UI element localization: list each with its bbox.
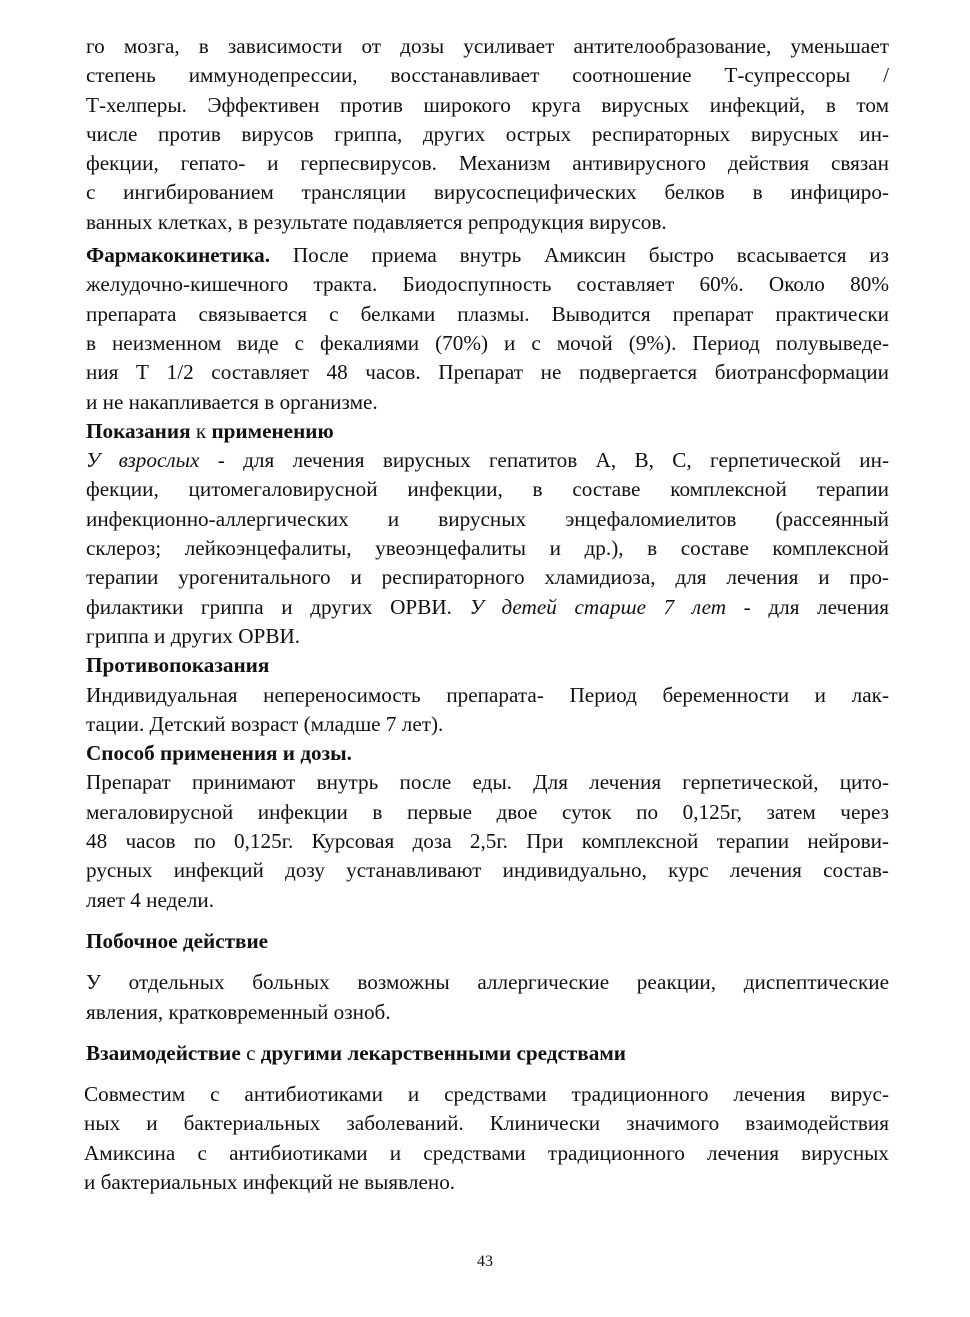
text-line: желудочно-кишечного тракта. Биодоспупность составляет 60%. Около 80%: [86, 272, 889, 297]
heading-part: с: [240, 1040, 261, 1065]
text-line: гриппа и других ОРВИ.: [86, 623, 301, 648]
text-line: фекции, гепато- и герпесвирусов. Механизм антивирусного действия связан: [86, 151, 889, 176]
children-label: У детей старше 7 лет: [469, 594, 727, 619]
text-line: 48 часов по 0,125г. Курсовая доза 2,5г. При комплексной терапии нейрови-: [86, 829, 889, 854]
section-heading-pharmacokinetics: Фармакокинетика.: [86, 243, 271, 268]
heading-part: к: [190, 418, 212, 443]
interactions-section: [86, 1039, 889, 1197]
heading-part: Взаимодействие: [86, 1040, 241, 1065]
text-line: мегаловирусной инфекции в первые двое суток по 0,125г, затем через: [86, 799, 889, 824]
intro-paragraph: [86, 32, 889, 237]
pharmacokinetics-section: [86, 241, 889, 417]
document-page: [86, 32, 889, 1197]
text-line: Препарат принимают внутрь после еды. Для лечения герпетической, цито-: [86, 770, 889, 795]
text-line: тации. Детский возраст (младше 7 лет).: [86, 711, 444, 736]
text-line: и не накапливается в организме.: [86, 389, 378, 414]
section-heading-dosage: Способ применения и дозы.: [86, 741, 352, 766]
text-line: Совместим с антибиотиками и средствами традиционного лечения вирус-: [84, 1082, 889, 1107]
contraindications-section: [86, 651, 889, 739]
text-line: [86, 593, 889, 622]
text-line: ния Т 1/2 составляет 48 часов. Препарат не подвергается биотрансформации: [86, 360, 889, 385]
heading-part: Показания: [86, 418, 191, 443]
text-line: терапии урогенитального и респираторного хламидиоза, для лечения и про-: [86, 565, 889, 590]
text-line: инфекционно-аллергических и вирусных энцефаломиелитов (рассеянный: [86, 506, 889, 531]
text-fragment: филактики гриппа и других ОРВИ.: [86, 594, 470, 619]
text-line: [86, 241, 889, 270]
text-line: степень иммунодепрессии, восстанавливает соотношение Т-супрессоры /: [86, 63, 889, 88]
text-line: ляет 4 недели.: [86, 887, 215, 912]
section-heading-indications: [86, 417, 889, 446]
heading-part: другими лекарственными средствами: [260, 1040, 626, 1065]
text-line: го мозга, в зависимости от дозы усиливает антителообразование, уменьшает: [86, 34, 889, 58]
text-fragment: После приема внутрь Амиксин быстро всасывается из: [270, 243, 889, 268]
section-heading-interactions: [86, 1039, 889, 1068]
section-heading-side-effects: Побочное действие: [86, 928, 269, 953]
text-line: Т-хелперы. Эффективен против широкого круга вирусных инфекций, в том: [86, 92, 889, 117]
side-effects-section: [86, 927, 889, 1027]
text-fragment: - для лечения: [726, 594, 889, 619]
text-line: У отдельных больных возможны аллергические реакции, диспептические: [86, 970, 889, 995]
text-line: [86, 446, 889, 475]
text-line: Амиксина с антибиотиками и средствами традиционного лечения вирусных: [84, 1140, 889, 1165]
text-line: с ингибированием трансляции вирусоспецифических белков в инфициро-: [86, 180, 889, 205]
text-line: числе против вирусов гриппа, других острых респираторных вирусных ин-: [86, 121, 889, 146]
section-heading-contraindications: Противопоказания: [86, 653, 270, 678]
text-line: склероз; лейкоэнцефалиты, увеоэнцефалиты и др.), в составе комплексной: [86, 536, 889, 561]
dosage-section: [86, 739, 889, 915]
text-line: ванных клетках, в результате подавляется репродукция вирусов.: [86, 209, 667, 234]
text-line: явления, кратковременный озноб.: [86, 999, 391, 1024]
text-line: препарата связывается с белками плазмы. Выводится препарат практически: [86, 301, 889, 326]
heading-part: применению: [211, 418, 334, 443]
text-line: и бактериальных инфекций не выявлено.: [84, 1169, 456, 1194]
indications-section: [86, 417, 889, 651]
text-line: ных и бактериальных заболеваний. Клинически значимого взаимодействия: [84, 1111, 889, 1136]
page-number: 43: [477, 1253, 493, 1270]
text-fragment: - для лечения вирусных гепатитов А, В, С, герпетической ин-: [199, 448, 889, 473]
text-line: Индивидуальная непереносимость препарата- Период беременности и лак-: [86, 682, 889, 707]
adults-label: У взрослых: [86, 448, 200, 473]
text-line: в неизменном виде с фекалиями (70%) и с мочой (9%). Период полувыведе-: [86, 330, 889, 355]
text-line: русных инфекций дозу устанавливают индивидуально, курс лечения состав-: [86, 858, 889, 883]
text-line: фекции, цитомегаловирусной инфекции, в составе комплексной терапии: [86, 477, 889, 502]
